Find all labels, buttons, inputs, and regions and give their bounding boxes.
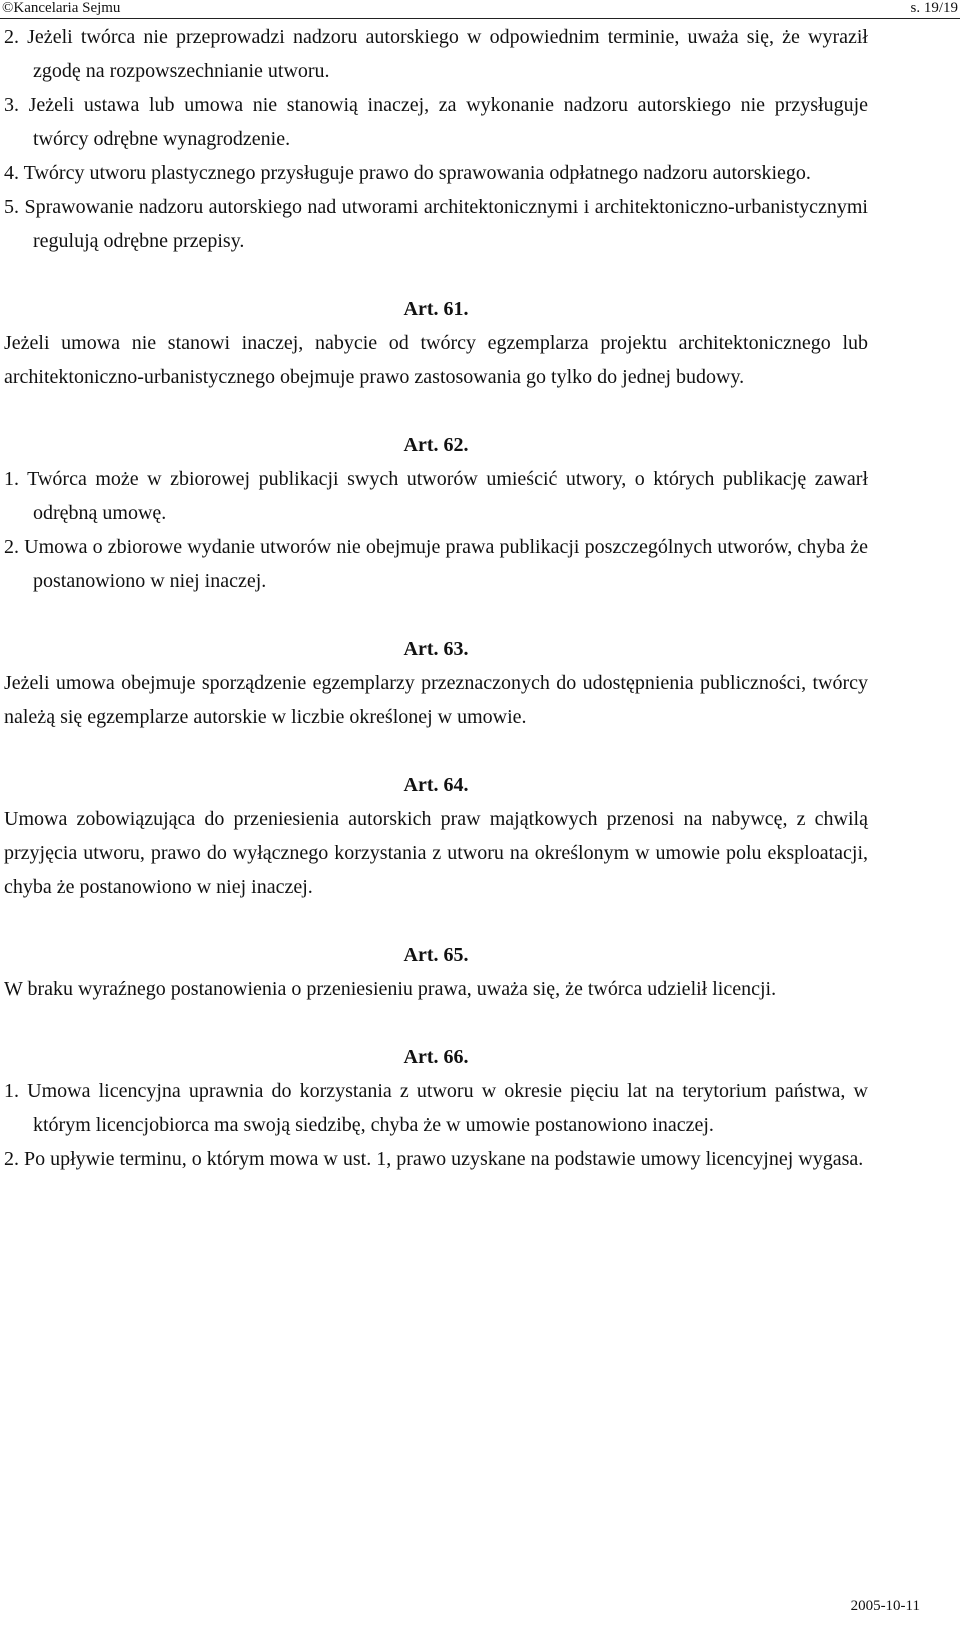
article-title: Art. 61. [403, 298, 469, 320]
article-paragraph: 1. Twórca może w zbiorowej publikacji swych utworów umieścić utwory, o których publikację zawarł odrębną umowę. [4, 468, 868, 524]
article-text: Umowa zobowiązująca do przeniesienia autorskich praw majątkowych przenosi na nabywcę, z chwilą przyjęcia utworu, prawo do wyłącznego korzystania z utworu na określonym w umowie polu eksploatacji, chyba że postanowiono w niej inaczej. [4, 808, 868, 898]
article-text: Jeżeli umowa nie stanowi inaczej, nabycie od twórcy egzemplarza projektu architektonicznego lub architektoniczno-urbanistycznego obejmuje prawo zastosowania go tylko do jednej budowy. [4, 332, 868, 388]
header-page-number: s. 19/19 [910, 0, 958, 16]
page-header [0, 0, 960, 22]
article-title: Art. 64. [403, 774, 469, 796]
paragraph-4: 4. Twórcy utworu plastycznego przysługuje prawo do sprawowania odpłatnego nadzoru autorskiego. [4, 162, 811, 184]
article-text: W braku wyraźnego postanowienia o przeniesieniu prawa, uważa się, że twórca udzielił licencji. [4, 978, 777, 1000]
paragraph-2: 2. Jeżeli twórca nie przeprowadzi nadzoru autorskiego w odpowiednim terminie, uważa się, że wyraził zgodę na rozpowszechnianie utworu. [4, 26, 868, 82]
paragraph-5: 5. Sprawowanie nadzoru autorskiego nad utworami architektonicznymi i architektoniczno-urbanistycznymi regulują odrębne przepisy. [4, 196, 868, 252]
article-text: Jeżeli umowa obejmuje sporządzenie egzemplarzy przeznaczonych do udostępnienia publiczności, twórcy należą się egzemplarze autorskie w liczbie określonej w umowie. [4, 672, 868, 728]
paragraph-3: 3. Jeżeli ustawa lub umowa nie stanowią inaczej, za wykonanie nadzoru autorskiego nie przysługuje twórcy odrębne wynagrodzenie. [4, 94, 868, 150]
article-title: Art. 62. [403, 434, 469, 456]
document-body [4, 20, 868, 1176]
article-title: Art. 63. [403, 638, 469, 660]
header-rule [0, 18, 960, 19]
article-title: Art. 65. [403, 944, 469, 966]
header-source: ©Kancelaria Sejmu [2, 0, 121, 16]
article-title: Art. 66. [403, 1046, 469, 1068]
article-paragraph: 2. Po upływie terminu, o którym mowa w ust. 1, prawo uzyskane na podstawie umowy licencyjnej wygasa. [4, 1148, 864, 1170]
article-paragraph: 2. Umowa o zbiorowe wydanie utworów nie obejmuje prawa publikacji poszczególnych utworów, chyba że postanowiono w niej inaczej. [4, 536, 868, 592]
page-footer-date: 2005-10-11 [850, 1598, 920, 1614]
article-paragraph: 1. Umowa licencyjna uprawnia do korzystania z utworu w okresie pięciu lat na terytorium państwa, w którym licencjobiorca ma swoją siedzibę, chyba że w umowie postanowiono inaczej. [4, 1080, 868, 1136]
